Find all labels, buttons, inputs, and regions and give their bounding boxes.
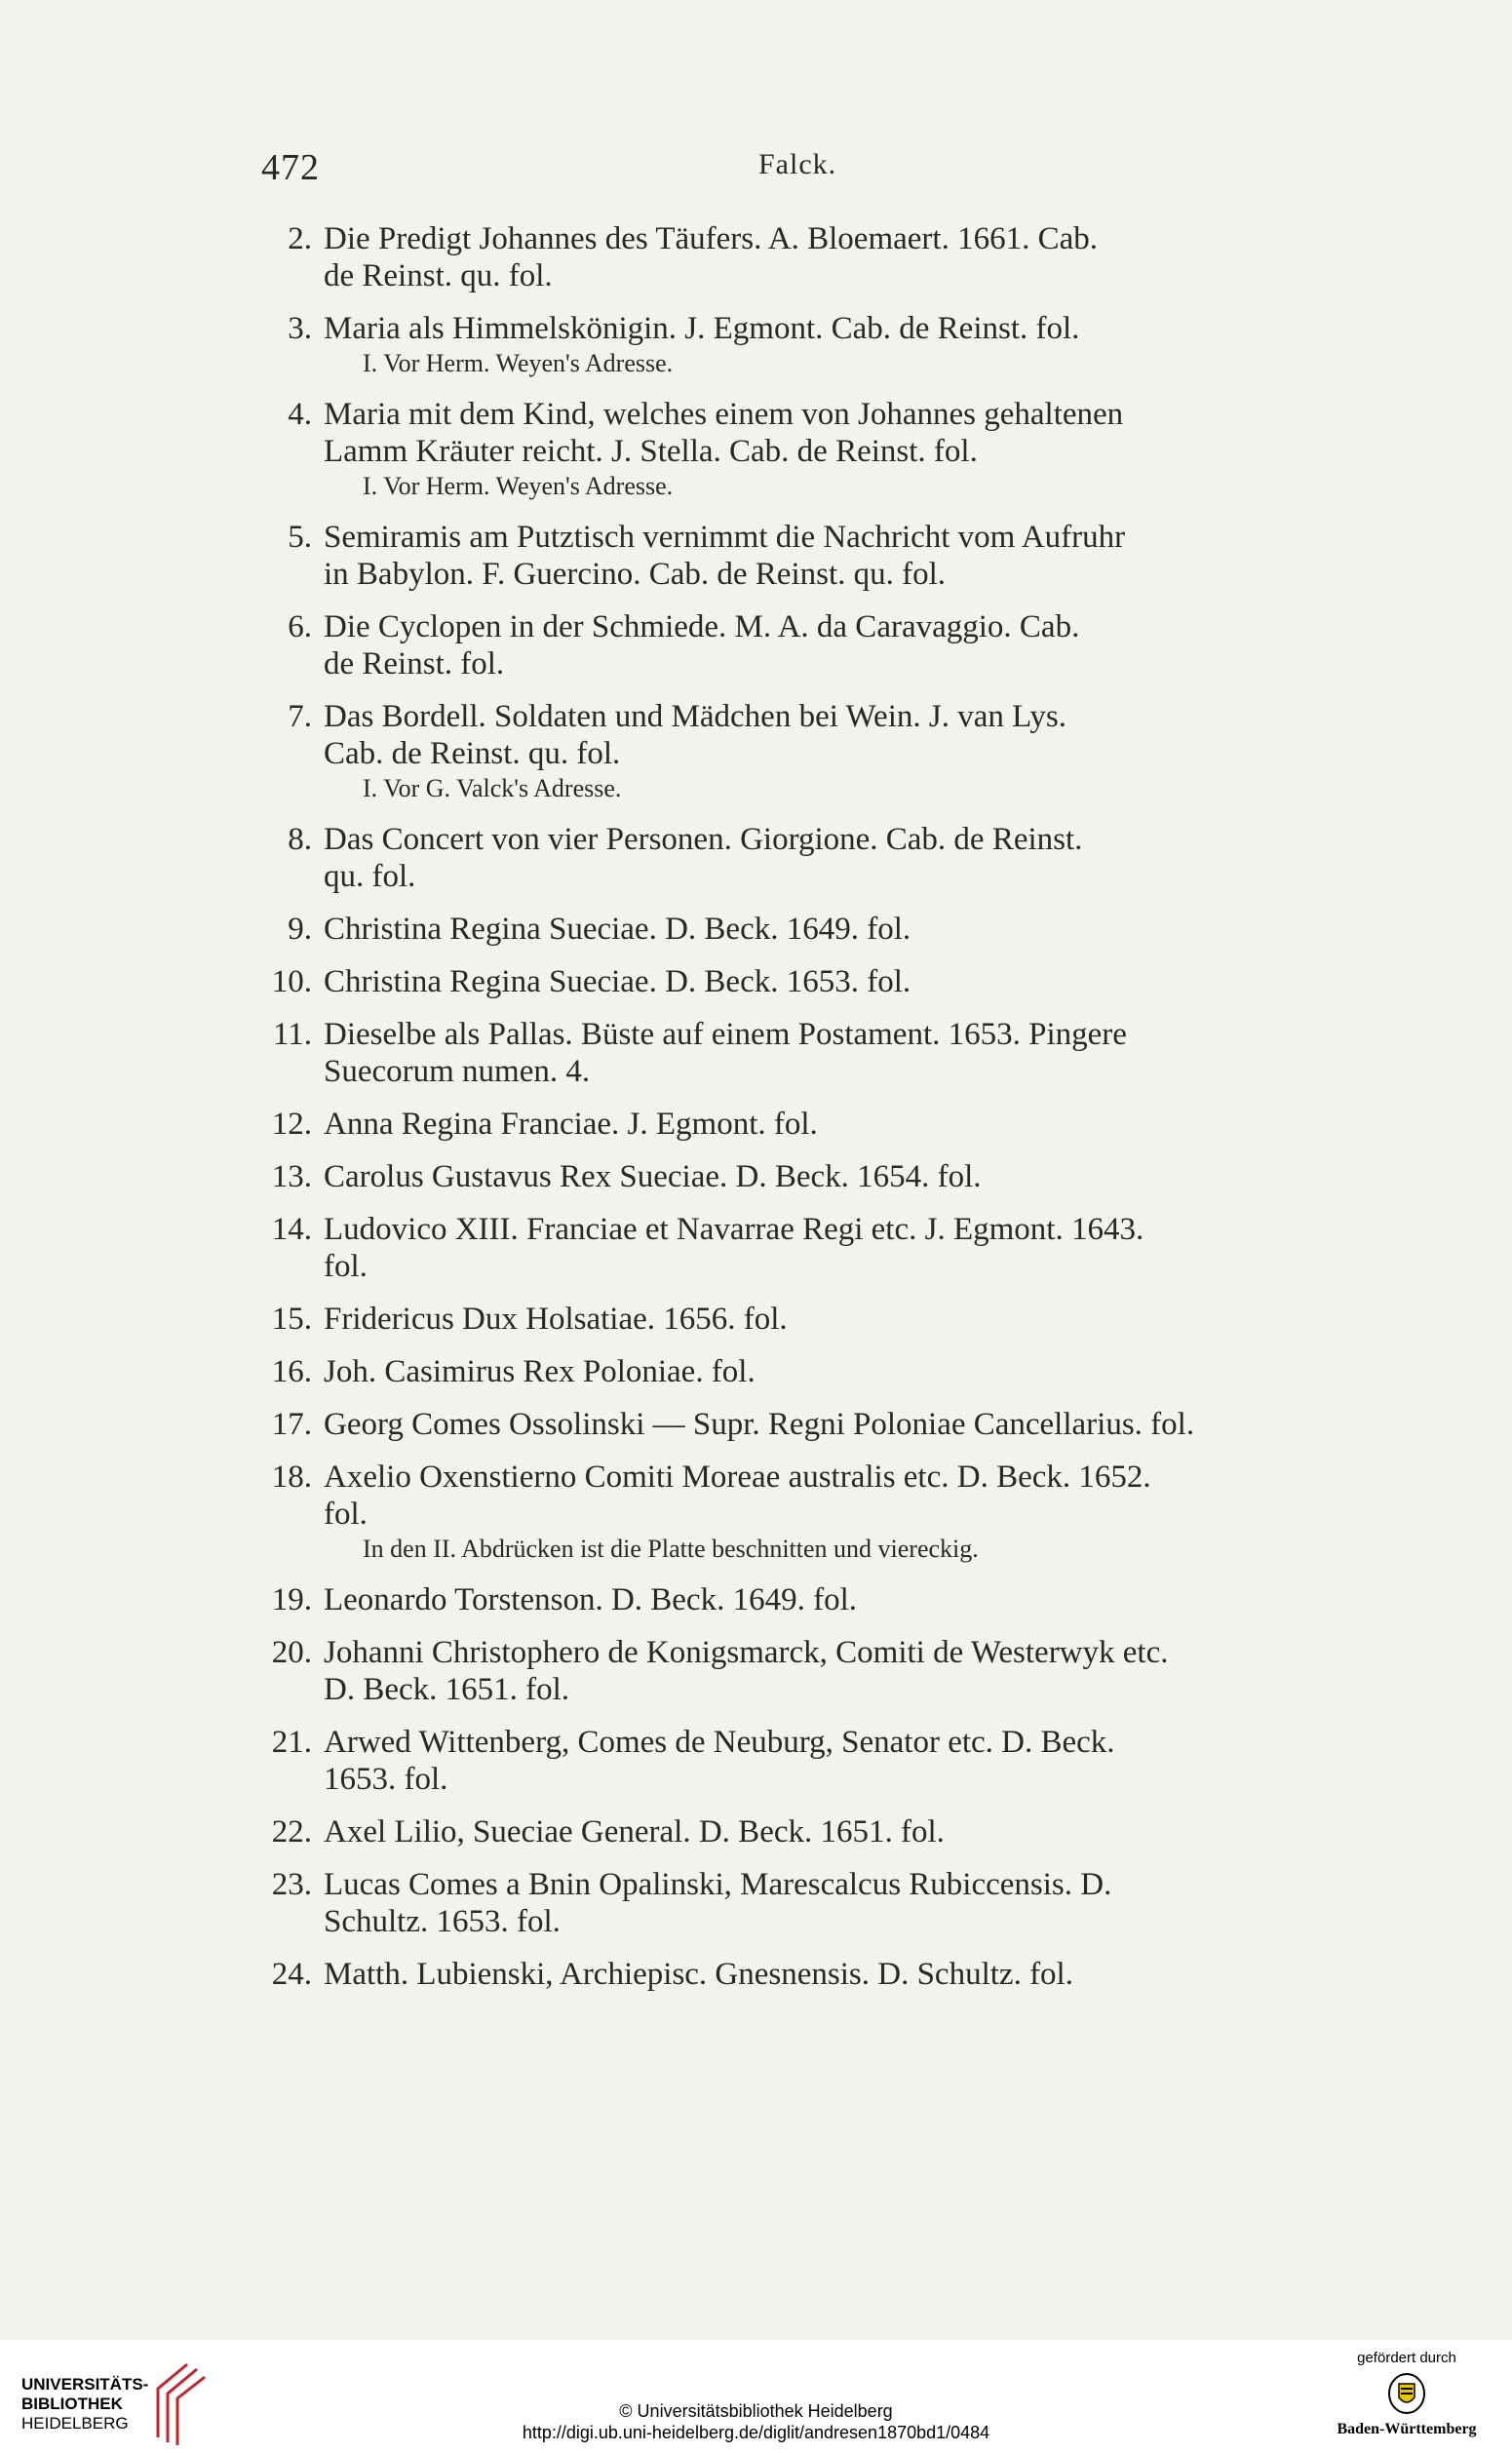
library-name-line2: BIBLIOTHEK	[21, 2395, 123, 2413]
catalogue-entry	[263, 1956, 1345, 1993]
entry-number: 4.	[288, 397, 312, 432]
entry-text-line: Suecorum numen. 4.	[324, 1054, 591, 1089]
entry-text-line: Leonardo Torstenson. D. Beck. 1649. fol.	[324, 1582, 857, 1617]
entry-text-line: Fridericus Dux Holsatiae. 1656. fol.	[324, 1302, 788, 1337]
catalogue-entry	[263, 1353, 1345, 1390]
catalogue-entry	[263, 1106, 1345, 1143]
entry-number: 17.	[271, 1407, 312, 1442]
state-crest-icon	[1385, 2370, 1428, 2417]
entry-number: 16.	[271, 1354, 312, 1389]
entry-text-line: Maria mit dem Kind, welches einem von Johannes gehaltenen	[324, 397, 1124, 432]
entry-text-line: Axel Lilio, Sueciae General. D. Beck. 1651. fol.	[324, 1814, 945, 1849]
catalogue-entry	[263, 1459, 1345, 1566]
catalogue-entry	[263, 1016, 1345, 1090]
entry-number: 23.	[271, 1867, 312, 1902]
funded-by-label: gefördert durch	[1357, 2350, 1456, 2366]
catalogue-entry	[263, 396, 1345, 503]
catalogue-entries	[263, 220, 1345, 2008]
entry-text-line: D. Beck. 1651. fol.	[324, 1672, 570, 1707]
catalogue-entry	[263, 1211, 1345, 1285]
page-number: 472	[261, 147, 320, 188]
entry-text-line: Cab. de Reinst. qu. fol.	[324, 736, 621, 771]
entry-text-line: Anna Regina Franciae. J. Egmont. fol.	[324, 1107, 818, 1142]
entry-text-line: Lamm Kräuter reicht. J. Stella. Cab. de Reinst. fol.	[324, 434, 978, 469]
catalogue-entry	[263, 821, 1345, 895]
copyright-notice	[0, 2400, 1512, 2443]
catalogue-entry	[263, 220, 1345, 294]
entry-number: 11.	[272, 1017, 312, 1052]
entry-number: 14.	[271, 1212, 312, 1247]
entry-text-line: Arwed Wittenberg, Comes de Neuburg, Senator etc. D. Beck.	[324, 1725, 1115, 1760]
entry-text-line: de Reinst. fol.	[324, 646, 505, 681]
catalogue-entry	[263, 1724, 1345, 1798]
entry-text-line: Joh. Casimirus Rex Poloniae. fol.	[324, 1354, 756, 1389]
funder-name: Baden-Württemberg	[1337, 2421, 1477, 2437]
entry-text-line: fol.	[324, 1497, 368, 1532]
entry-text-line: Ludovico XIII. Franciae et Navarrae Regi etc. J. Egmont. 1643.	[324, 1212, 1144, 1247]
catalogue-entry	[263, 963, 1345, 1000]
catalogue-entry	[263, 519, 1345, 593]
entry-number: 9.	[288, 912, 312, 947]
catalogue-entry	[263, 1581, 1345, 1618]
entry-text-line: de Reinst. qu. fol.	[324, 258, 553, 293]
entry-text-line: Axelio Oxenstierno Comiti Moreae australis etc. D. Beck. 1652.	[324, 1460, 1151, 1495]
entry-number: 24.	[271, 1957, 312, 1992]
catalogue-entry	[263, 1158, 1345, 1195]
entry-text-line: Die Predigt Johannes des Täufers. A. Bloemaert. 1661. Cab.	[324, 221, 1098, 256]
entry-text-line: Dieselbe als Pallas. Büste auf einem Postament. 1653. Pingere	[324, 1017, 1127, 1052]
catalogue-entry	[263, 310, 1345, 380]
entry-number: 8.	[288, 822, 312, 857]
entry-note: In den II. Abdrücken ist die Platte beschnitten und viereckig.	[363, 1535, 979, 1563]
catalogue-entry	[263, 1406, 1345, 1443]
entry-number: 22.	[271, 1814, 312, 1849]
entry-text-line: fol.	[324, 1249, 368, 1284]
library-name-line1: UNIVERSITÄTS-	[21, 2375, 149, 2394]
entry-text-line: Johanni Christophero de Konigsmarck, Comiti de Westerwyk etc.	[324, 1635, 1169, 1670]
entry-text-line: Georg Comes Ossolinski — Supr. Regni Poloniae Cancellarius. fol.	[324, 1407, 1195, 1442]
entry-number: 7.	[288, 699, 312, 734]
entry-number: 21.	[271, 1725, 312, 1760]
entry-number: 2.	[288, 221, 312, 256]
entry-text-line: Carolus Gustavus Rex Sueciae. D. Beck. 1654. fol.	[324, 1159, 982, 1194]
catalogue-entry	[263, 1813, 1345, 1850]
entry-number: 10.	[271, 964, 312, 999]
entry-number: 13.	[271, 1159, 312, 1194]
entry-text-line: Schultz. 1653. fol.	[324, 1904, 561, 1939]
catalogue-entry	[263, 698, 1345, 805]
library-name-line3: HEIDELBERG	[21, 2414, 129, 2433]
catalogue-entry	[263, 911, 1345, 948]
entry-number: 3.	[288, 311, 312, 346]
permalink[interactable]: http://digi.ub.uni-heidelberg.de/diglit/andresen1870bd1/0484	[522, 2423, 990, 2442]
entry-text-line: Das Concert von vier Personen. Giorgione. Cab. de Reinst.	[324, 822, 1083, 857]
entry-text-line: Die Cyclopen in der Schmiede. M. A. da Caravaggio. Cab.	[324, 609, 1080, 644]
entry-text-line: in Babylon. F. Guercino. Cab. de Reinst. qu. fol.	[324, 557, 947, 592]
entry-number: 18.	[271, 1460, 312, 1495]
funder-block	[1329, 2350, 1485, 2438]
entry-text-line: Semiramis am Putztisch vernimmt die Nachricht vom Aufruhr	[324, 520, 1126, 555]
entry-text-line: Matth. Lubienski, Archiepisc. Gnesnensis. D. Schultz. fol.	[324, 1957, 1073, 1992]
entry-text-line: 1653. fol.	[324, 1762, 448, 1797]
running-head: Falck.	[758, 148, 837, 180]
entry-note: I. Vor G. Valck's Adresse.	[363, 774, 622, 802]
copyright-text: © Universitätsbibliothek Heidelberg	[619, 2401, 893, 2421]
catalogue-entry	[263, 1634, 1345, 1708]
entry-text-line: qu. fol.	[324, 859, 416, 894]
catalogue-entry	[263, 608, 1345, 682]
entry-number: 5.	[288, 520, 312, 555]
entry-text-line: Christina Regina Sueciae. D. Beck. 1649. fol.	[324, 912, 911, 947]
entry-number: 6.	[288, 609, 312, 644]
entry-number: 20.	[271, 1635, 312, 1670]
entry-number: 19.	[271, 1582, 312, 1617]
entry-number: 15.	[271, 1302, 312, 1337]
entry-number: 12.	[271, 1107, 312, 1142]
entry-text-line: Maria als Himmelskönigin. J. Egmont. Cab. de Reinst. fol.	[324, 311, 1080, 346]
entry-note: I. Vor Herm. Weyen's Adresse.	[363, 349, 674, 377]
entry-note: I. Vor Herm. Weyen's Adresse.	[363, 472, 674, 500]
entry-text-line: Lucas Comes a Bnin Opalinski, Marescalcus Rubiccensis. D.	[324, 1867, 1112, 1902]
catalogue-entry	[263, 1301, 1345, 1338]
entry-text-line: Christina Regina Sueciae. D. Beck. 1653. fol.	[324, 964, 911, 999]
entry-text-line: Das Bordell. Soldaten und Mädchen bei Wein. J. van Lys.	[324, 699, 1067, 734]
catalogue-entry	[263, 1866, 1345, 1940]
footer-bar	[0, 2340, 1512, 2453]
